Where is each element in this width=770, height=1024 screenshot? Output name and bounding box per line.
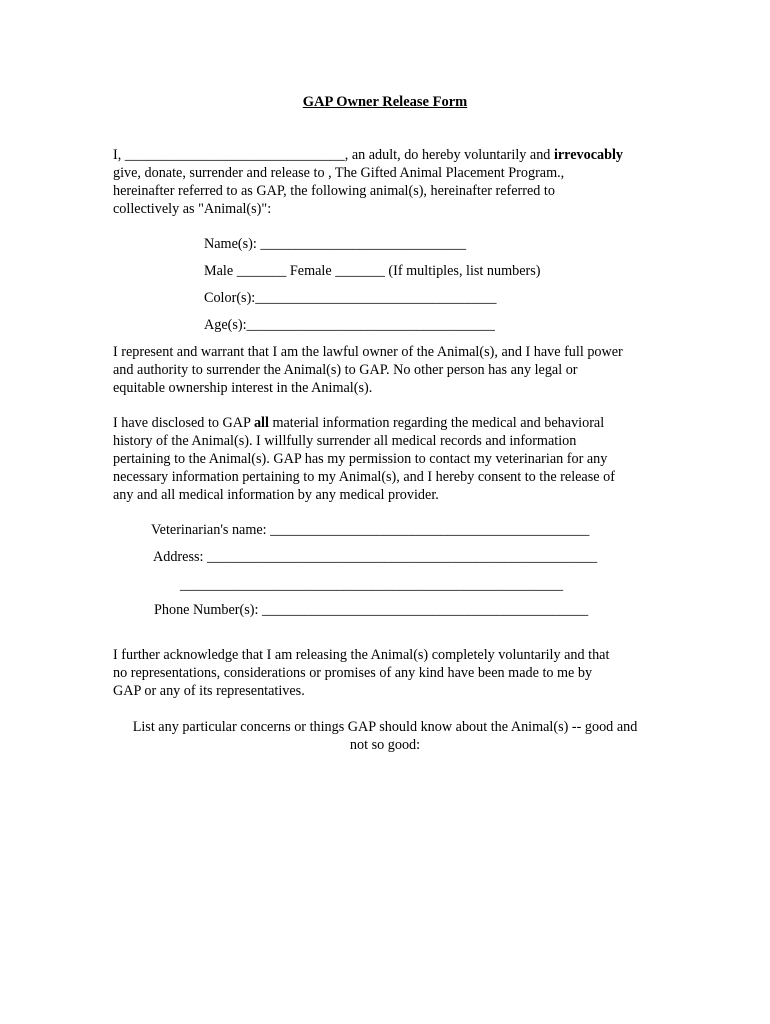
animal-sex-field: Male _______ Female _______ (If multiples, list numbers) <box>204 263 541 279</box>
release-statement-line-4: collectively as "Animal(s)": <box>113 201 272 217</box>
medical-disclosure-line-2: history of the Animal(s). I willfully surrender all medical records and information <box>113 433 577 449</box>
medical-disclosure-text: I have disclosed to GAP <box>113 415 254 431</box>
veterinarian-address-field: Address: _______________________________________________________ <box>153 549 598 565</box>
animal-names-field: Name(s): _____________________________ <box>204 236 467 252</box>
medical-disclosure-text-cont: material information regarding the medical and behavioral <box>268 415 605 431</box>
animal-color-field: Color(s):__________________________________ <box>204 290 497 306</box>
ownership-warranty-line-1: I represent and warrant that I am the lawful owner of the Animal(s), and I have full power <box>113 344 623 360</box>
medical-disclosure-line-3: pertaining to the Animal(s). GAP has my permission to contact my veterinarian for any <box>113 451 608 467</box>
voluntary-acknowledgement-line-3: GAP or any of its representatives. <box>113 683 305 699</box>
ownership-warranty-line-2: and authority to surrender the Animal(s) to GAP. No other person has any legal or <box>113 362 578 378</box>
medical-disclosure-line-5: any and all medical information by any medical provider. <box>113 487 439 503</box>
veterinarian-name-field: Veterinarian's name: _____________________________________________ <box>151 522 590 538</box>
release-statement-line-1 <box>113 147 623 165</box>
release-statement-text: I, _______________________________, an adult, do hereby voluntarily and <box>113 147 554 163</box>
ownership-warranty-line-3: equitable ownership interest in the Animal(s). <box>113 380 373 396</box>
medical-disclosure-line-1 <box>113 415 604 433</box>
animal-age-field: Age(s):___________________________________ <box>204 317 495 333</box>
veterinarian-phone-field: Phone Number(s): ______________________________________________ <box>154 602 589 618</box>
irrevocably-emphasis: irrevocably <box>553 147 624 163</box>
all-emphasis: all <box>253 415 269 431</box>
concerns-prompt-line-1: List any particular concerns or things GAP should know about the Animal(s) -- good and <box>132 719 638 735</box>
release-statement-line-3: hereinafter referred to as GAP, the following animal(s), hereinafter referred to <box>113 183 555 199</box>
medical-disclosure-line-4: necessary information pertaining to my Animal(s), and I hereby consent to the release of <box>113 469 615 485</box>
voluntary-acknowledgement-line-1: I further acknowledge that I am releasing the Animal(s) completely voluntarily and that <box>113 647 610 663</box>
veterinarian-address-line-2: ______________________________________________________ <box>180 577 564 593</box>
release-statement-line-2: give, donate, surrender and release to , The Gifted Animal Placement Program., <box>113 165 565 181</box>
voluntary-acknowledgement-line-2: no representations, considerations or promises of any kind have been made to me by <box>113 665 593 681</box>
concerns-prompt-line-2: not so good: <box>349 737 421 753</box>
page-title: GAP Owner Release Form <box>302 94 468 110</box>
